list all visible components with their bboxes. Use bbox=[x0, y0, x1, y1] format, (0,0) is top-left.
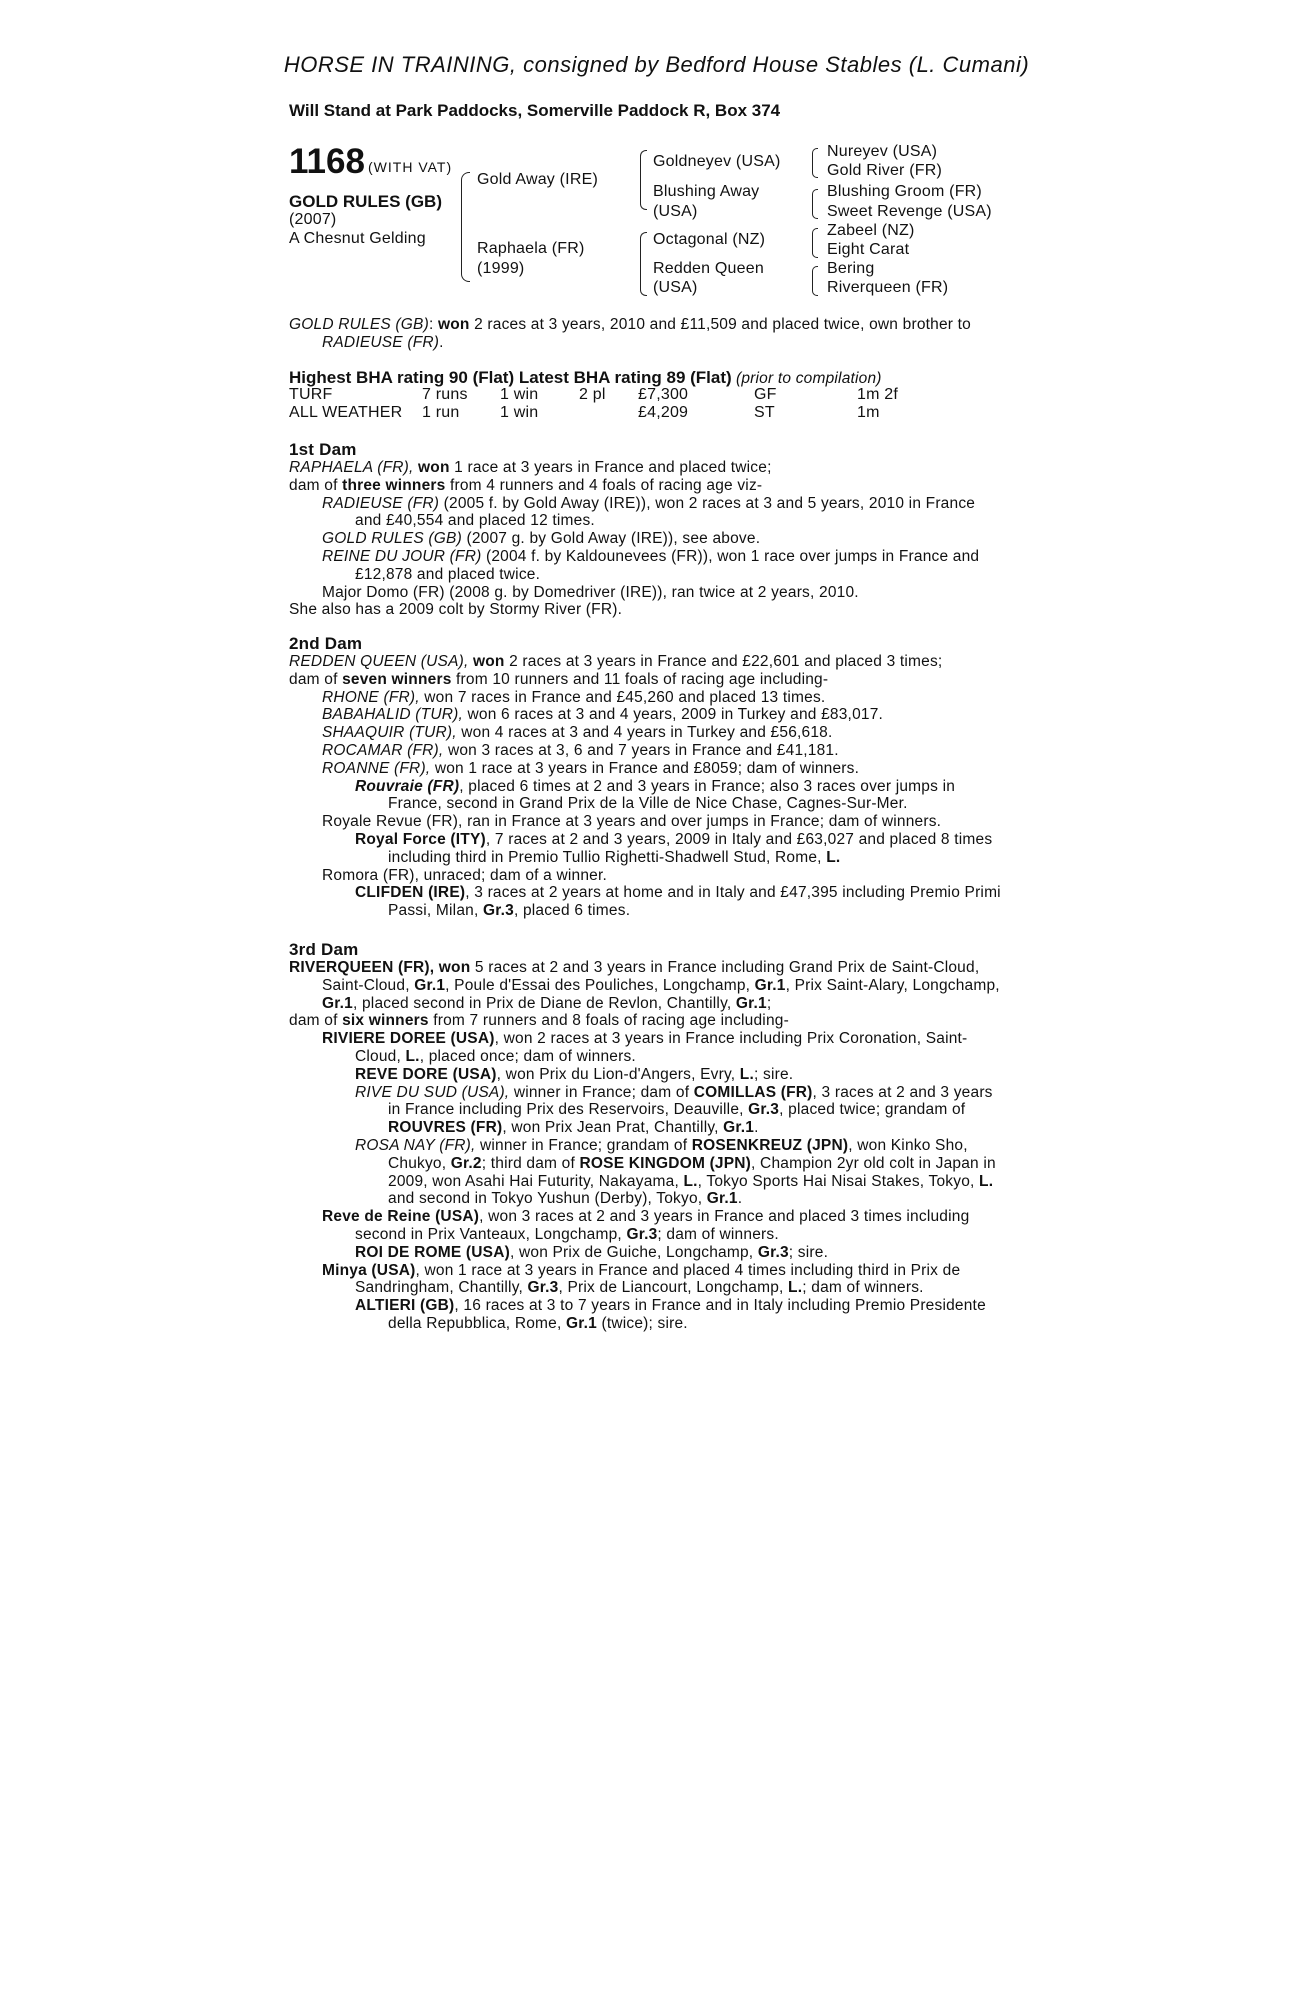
grandproduce-text: , won Kinko Sho, Chukyo, bbox=[388, 1136, 968, 1172]
grade-label: Gr.1 bbox=[706, 1190, 738, 1208]
pedigree-ssd: Gold River (FR) bbox=[827, 162, 943, 179]
first-dam-produce-text: from 4 runners and 4 foals of racing age viz- bbox=[445, 476, 763, 494]
produce-item bbox=[289, 724, 1005, 742]
produce-end: ; dam of winners. bbox=[802, 1279, 924, 1297]
rating-wins-aw: 1 win bbox=[500, 404, 539, 421]
summary-brother: brother to bbox=[902, 316, 972, 333]
first-dam-winners: three winners bbox=[342, 476, 446, 494]
grandproduce-text: winner in France; grandam of bbox=[475, 1136, 692, 1154]
pedigree-sds: Blushing Groom (FR) bbox=[827, 183, 982, 200]
grandproduce-item bbox=[289, 1137, 1005, 1208]
grandproduce-item bbox=[289, 831, 1005, 867]
second-dam-produce-prefix: dam of bbox=[289, 670, 343, 688]
third-dam-produce-prefix: dam of bbox=[289, 1012, 343, 1030]
produce-item bbox=[289, 1208, 1005, 1244]
third-dam-heading: 3rd Dam bbox=[289, 940, 359, 959]
horse-name: GOLD RULES (GB) bbox=[289, 192, 442, 211]
summary-horse: GOLD RULES (GB) bbox=[289, 316, 429, 333]
third-dam-section bbox=[289, 940, 1005, 1333]
grandproduce-name: ROSA NAY (FR), bbox=[355, 1136, 476, 1154]
first-dam-heading: 1st Dam bbox=[289, 440, 357, 459]
first-dam-line bbox=[289, 459, 1005, 477]
grandproduce-end: ; sire. bbox=[753, 1065, 794, 1083]
produce-item bbox=[289, 760, 1005, 778]
grandproduce-end: . bbox=[737, 1190, 743, 1208]
first-dam-produce-prefix: dam of bbox=[289, 476, 343, 494]
pedigree-brace-ds bbox=[812, 228, 818, 258]
first-dam-name: RAPHAELA (FR), bbox=[289, 459, 414, 476]
pedigree-sire: Gold Away (IRE) bbox=[477, 171, 598, 188]
third-dam-text: , Poule d'Essai des Pouliches, Longchamp, bbox=[445, 976, 755, 994]
produce-item bbox=[289, 706, 1005, 724]
rating-dist-aw: 1m bbox=[857, 404, 880, 421]
second-dam-produce-line bbox=[289, 671, 1005, 689]
rating-placed-turf: 2 pl bbox=[579, 386, 606, 403]
summary-won: won bbox=[437, 316, 470, 333]
pedigree-dam: Raphaela (FR) bbox=[477, 240, 585, 257]
grandproduce-text: , Champion 2yr old colt in Japan in 2009, won Asahi Hai Futurity, Nakayama, bbox=[388, 1154, 996, 1190]
grandproduce-text: , Tokyo Sports Hai Nisai Stakes, Tokyo, bbox=[697, 1172, 980, 1190]
produce-text: won 7 races in France and £45,260 and placed 13 times. bbox=[419, 688, 826, 706]
pedigree-brace-sd bbox=[812, 189, 818, 219]
winner-name: ROSE KINGDOM (JPN) bbox=[579, 1154, 752, 1172]
grade-label: Gr.1 bbox=[754, 976, 786, 994]
grandproduce-name: ALTIERI (GB) bbox=[355, 1297, 455, 1315]
produce-text: (2005 f. by Gold Away (IRE)), won 2 races at 3 and 5 years, 2010 in France and £40,554 and placed 12 times. bbox=[355, 494, 976, 530]
grade-label: Gr.1 bbox=[414, 976, 446, 994]
grandproduce-text: , 7 races at 2 and 3 years, 2009 in Italy and £63,027 and placed 8 times including third in Premio Tullio Righetti-Shadwell Stud, Rome, bbox=[388, 830, 993, 866]
pedigree-brace-dam bbox=[640, 232, 647, 296]
pedigree-dam-sire: Octagonal (NZ) bbox=[653, 231, 766, 248]
produce-text: won 3 races at 3, 6 and 7 years in France and £41,181. bbox=[443, 741, 839, 759]
pedigree-brace-main bbox=[461, 172, 470, 282]
vat-note: (WITH VAT) bbox=[368, 159, 453, 175]
grandproduce-item bbox=[289, 778, 1005, 814]
pedigree-dss: Zabeel (NZ) bbox=[827, 222, 915, 239]
grandproduce-text: , won Prix Jean Prat, Chantilly, bbox=[502, 1119, 724, 1137]
third-dam-text: , Prix Saint-Alary, Longchamp, bbox=[785, 976, 1000, 994]
produce-item bbox=[289, 495, 1005, 531]
produce-text: Royale Revue (FR), ran in France at 3 years and over jumps in France; dam of winners. bbox=[322, 813, 942, 831]
produce-name: RHONE (FR), bbox=[322, 688, 420, 706]
grade-label: Gr.3 bbox=[482, 902, 514, 920]
rating-prize-turf: £7,300 bbox=[638, 386, 689, 403]
grandproduce-name: REVE DORE (USA) bbox=[355, 1065, 497, 1083]
grandproduce-text: , 16 races at 3 to 7 years in France and in Italy including Premio Presidente della Repubblica, Rome, bbox=[388, 1297, 986, 1332]
rating-runs-aw: 1 run bbox=[422, 404, 460, 421]
grandproduce-end: (twice); sire. bbox=[596, 1314, 688, 1332]
produce-text: (2007 g. by Gold Away (IRE)), see above. bbox=[461, 530, 761, 548]
first-dam-section bbox=[289, 440, 1005, 619]
grandproduce-text: , 3 races at 2 and 3 years in France including Prix des Reservoirs, Deauville, bbox=[388, 1083, 993, 1119]
lot-number: 1168 bbox=[289, 142, 365, 181]
produce-text: , won 2 races at 3 years in France including Prix Coronation, Saint-Cloud, bbox=[355, 1030, 968, 1065]
produce-end: ; dam of winners. bbox=[657, 1225, 779, 1243]
produce-text: Romora (FR), unraced; dam of a winner. bbox=[322, 866, 607, 884]
produce-name: RIVIERE DOREE (USA) bbox=[322, 1030, 495, 1048]
pedigree-dam-year: (1999) bbox=[477, 260, 525, 277]
grandproduce-text: , placed 6 times at 2 and 3 years in France; also 3 races over jumps in France, second in Grand Prix de la Ville de Nice Chase, Cagnes-Sur-Mer. bbox=[388, 777, 956, 813]
second-dam-section bbox=[289, 634, 1005, 920]
grandproduce-name: CLIFDEN (IRE) bbox=[355, 884, 466, 902]
produce-name: ROCAMAR (FR), bbox=[322, 741, 444, 759]
grade-label: L. bbox=[405, 1047, 420, 1065]
grade-label: L. bbox=[788, 1279, 803, 1297]
rating-runs-turf: 7 runs bbox=[422, 386, 468, 403]
pedigree-brace-dd bbox=[812, 266, 818, 296]
produce-item bbox=[289, 1262, 1005, 1298]
rating-surface-aw: ALL WEATHER bbox=[289, 404, 403, 421]
produce-text: (2004 f. by Kaldounevees (FR)), won 1 race over jumps in France and £12,878 and placed twice. bbox=[355, 547, 980, 583]
pedigree-dam-dam-1: Redden Queen bbox=[653, 260, 764, 277]
pedigree-brace-ss bbox=[812, 148, 818, 178]
grandproduce-end: . bbox=[754, 1119, 759, 1137]
produce-item bbox=[289, 813, 1005, 831]
grandproduce-name: ROI DE ROME (USA) bbox=[355, 1243, 510, 1261]
produce-text: , won 1 race at 3 years in France and placed 4 times including third in Prix de Sandringham, Chantilly, bbox=[355, 1261, 961, 1297]
grandproduce-name: RIVE DU SUD (USA), bbox=[355, 1083, 510, 1101]
grandproduce-item bbox=[289, 1244, 1005, 1262]
third-dam-line bbox=[289, 959, 1005, 1012]
horse-year: (2007) bbox=[289, 211, 337, 228]
pedigree-sire-dam-1: Blushing Away bbox=[653, 183, 760, 200]
third-dam-text: , placed second in Prix de Diane de Revlon, Chantilly, bbox=[352, 994, 736, 1012]
produce-text: won 4 races at 3 and 4 years in Turkey and £56,618. bbox=[456, 724, 833, 742]
rating-prize-aw: £4,209 bbox=[638, 404, 689, 421]
produce-item bbox=[289, 530, 1005, 548]
pedigree-dds: Bering bbox=[827, 260, 875, 277]
stand-location: Will Stand at Park Paddocks, Somerville Paddock R, Box 374 bbox=[289, 101, 781, 120]
third-dam-text: 5 races at 2 and 3 years in France including Grand Prix de Saint-Cloud, Saint-Cloud, bbox=[322, 959, 980, 994]
rating-wins-turf: 1 win bbox=[500, 386, 539, 403]
grandproduce-item bbox=[289, 1297, 1005, 1333]
grade-label: Gr.3 bbox=[757, 1243, 789, 1261]
grandproduce-item bbox=[289, 1084, 1005, 1137]
produce-item bbox=[289, 742, 1005, 760]
third-dam-produce-text: from 7 runners and 8 foals of racing age including- bbox=[428, 1012, 789, 1030]
grandproduce-name: Royal Force (ITY) bbox=[355, 830, 486, 848]
produce-name: SHAAQUIR (TUR), bbox=[322, 724, 457, 742]
produce-item bbox=[289, 867, 1005, 885]
grade-label: Gr.1 bbox=[735, 994, 767, 1012]
grade-label: L. bbox=[683, 1172, 698, 1190]
produce-name: GOLD RULES (GB) bbox=[322, 530, 462, 548]
third-dam-end: ; bbox=[766, 994, 772, 1012]
grade-label: Gr.3 bbox=[527, 1279, 559, 1297]
grandproduce-text: ; third dam of bbox=[481, 1154, 580, 1172]
first-dam-text: 1 race at 3 years in France and placed twice; bbox=[449, 459, 772, 476]
grade-label: L. bbox=[979, 1172, 994, 1190]
grandproduce-item bbox=[289, 1066, 1005, 1084]
race-summary bbox=[289, 316, 1005, 352]
grandproduce-end: , placed 6 times. bbox=[513, 902, 631, 920]
grade-label: L. bbox=[826, 848, 841, 866]
produce-name: Minya (USA) bbox=[322, 1261, 416, 1279]
produce-name: RADIEUSE (FR) bbox=[322, 494, 440, 512]
ratings-heading bbox=[289, 368, 1005, 388]
pedigree-ddd: Riverqueen (FR) bbox=[827, 279, 949, 296]
summary-end: . bbox=[439, 333, 444, 351]
first-dam-won: won bbox=[418, 459, 450, 476]
horse-description: A Chesnut Gelding bbox=[289, 230, 426, 247]
rating-dist-turf: 1m 2f bbox=[857, 386, 899, 403]
pedigree-dsd: Eight Carat bbox=[827, 241, 910, 258]
grandproduce-name: Rouvraie (FR) bbox=[355, 777, 460, 795]
rating-going-aw: ST bbox=[754, 404, 775, 421]
consignor-header: HORSE IN TRAINING, consigned by Bedford House Stables (L. Cumani) bbox=[283, 52, 1030, 77]
pedigree-sss: Nureyev (USA) bbox=[827, 143, 938, 160]
grandproduce-text: , won Prix de Guiche, Longchamp, bbox=[509, 1243, 758, 1261]
third-dam-winners: six winners bbox=[342, 1012, 429, 1030]
second-dam-name: REDDEN QUEEN (USA), bbox=[289, 653, 469, 670]
produce-text: won 1 race at 3 years in France and £8059; dam of winners. bbox=[430, 759, 860, 777]
second-dam-heading: 2nd Dam bbox=[289, 634, 363, 653]
grandproduce-text: and second in Tokyo Yushun (Derby), Tokyo, bbox=[388, 1190, 707, 1208]
produce-name: Reve de Reine (USA) bbox=[322, 1208, 480, 1226]
second-dam-winners: seven winners bbox=[342, 670, 452, 688]
second-dam-text: 2 races at 3 years in France and £22,601 and placed 3 times; bbox=[504, 653, 943, 670]
produce-name: ROANNE (FR), bbox=[322, 759, 431, 777]
first-dam-produce-line bbox=[289, 477, 1005, 495]
summary-line: GOLD RULES (GB): won 2 races at 3 years, 2010 and £11,509 and placed twice, own brother to RADIEUSE (FR). bbox=[289, 316, 972, 351]
summary-brother-name: RADIEUSE (FR) bbox=[322, 333, 440, 351]
grade-label: L. bbox=[739, 1065, 754, 1083]
grandproduce-text: winner in France; dam of bbox=[509, 1083, 694, 1101]
grandproduce-text: , 3 races at 2 years at home and in Italy and £47,395 including Premio Primi Passi, Milan, bbox=[388, 884, 1001, 920]
grade-label: Gr.1 bbox=[723, 1119, 755, 1137]
third-dam-name: RIVERQUEEN (FR), won bbox=[289, 959, 471, 976]
grandproduce-end: ; sire. bbox=[788, 1243, 829, 1261]
ratings-title: Highest BHA rating 90 (Flat) Latest BHA rating 89 (Flat) bbox=[289, 368, 732, 387]
winner-name: ROUVRES (FR) bbox=[388, 1119, 503, 1137]
rating-going-turf: GF bbox=[754, 386, 777, 403]
grandproduce-text: , placed twice; grandam of bbox=[779, 1101, 966, 1119]
grade-label: Gr.3 bbox=[626, 1225, 658, 1243]
produce-text: won 6 races at 3 and 4 years, 2009 in Turkey and £83,017. bbox=[463, 706, 884, 724]
first-dam-also: She also has a 2009 colt by Stormy River (FR). bbox=[289, 601, 623, 619]
rating-surface-turf: TURF bbox=[289, 386, 333, 403]
grandproduce-text: , won Prix du Lion-d'Angers, Evry, bbox=[496, 1065, 740, 1083]
second-dam-produce-text: from 10 runners and 11 foals of racing age including- bbox=[451, 670, 829, 688]
produce-item bbox=[289, 584, 1005, 602]
ratings-note: (prior to compilation) bbox=[736, 370, 882, 387]
winner-name: ROSENKREUZ (JPN) bbox=[691, 1136, 849, 1154]
grade-label: Gr.2 bbox=[450, 1154, 482, 1172]
produce-item bbox=[289, 548, 1005, 584]
winner-name: COMILLAS (FR) bbox=[693, 1083, 813, 1101]
grade-label: Gr.1 bbox=[565, 1314, 597, 1332]
produce-name: REINE DU JOUR (FR) bbox=[322, 547, 482, 565]
pedigree-brace-sire bbox=[640, 150, 647, 210]
grade-label: Gr.3 bbox=[748, 1101, 780, 1119]
produce-item bbox=[289, 689, 1005, 707]
grandproduce-item bbox=[289, 884, 1005, 920]
grade-label: Gr.1 bbox=[322, 994, 353, 1012]
pedigree-sire-dam-2: (USA) bbox=[653, 203, 698, 220]
pedigree-sdd: Sweet Revenge (USA) bbox=[827, 203, 992, 220]
third-dam-produce-line bbox=[289, 1012, 1005, 1030]
produce-text: Major Domo (FR) (2008 g. by Domedriver (IRE)), ran twice at 2 years, 2010. bbox=[322, 583, 859, 601]
produce-text: , won 3 races at 2 and 3 years in France and placed 3 times including second in Prix Vanteaux, Longchamp, bbox=[355, 1208, 970, 1243]
produce-name: BABAHALID (TUR), bbox=[322, 706, 463, 724]
second-dam-won: won bbox=[473, 653, 505, 670]
pedigree-dam-dam-2: (USA) bbox=[653, 279, 698, 296]
produce-text: , Prix de Liancourt, Longchamp, bbox=[558, 1279, 789, 1297]
produce-item bbox=[289, 1030, 1005, 1066]
summary-text: 2 races at 3 years, 2010 and £11,509 and placed twice, own bbox=[469, 316, 899, 333]
second-dam-line bbox=[289, 653, 1005, 671]
pedigree-sire-sire: Goldneyev (USA) bbox=[653, 153, 781, 170]
produce-end: , placed once; dam of winners. bbox=[419, 1047, 636, 1065]
